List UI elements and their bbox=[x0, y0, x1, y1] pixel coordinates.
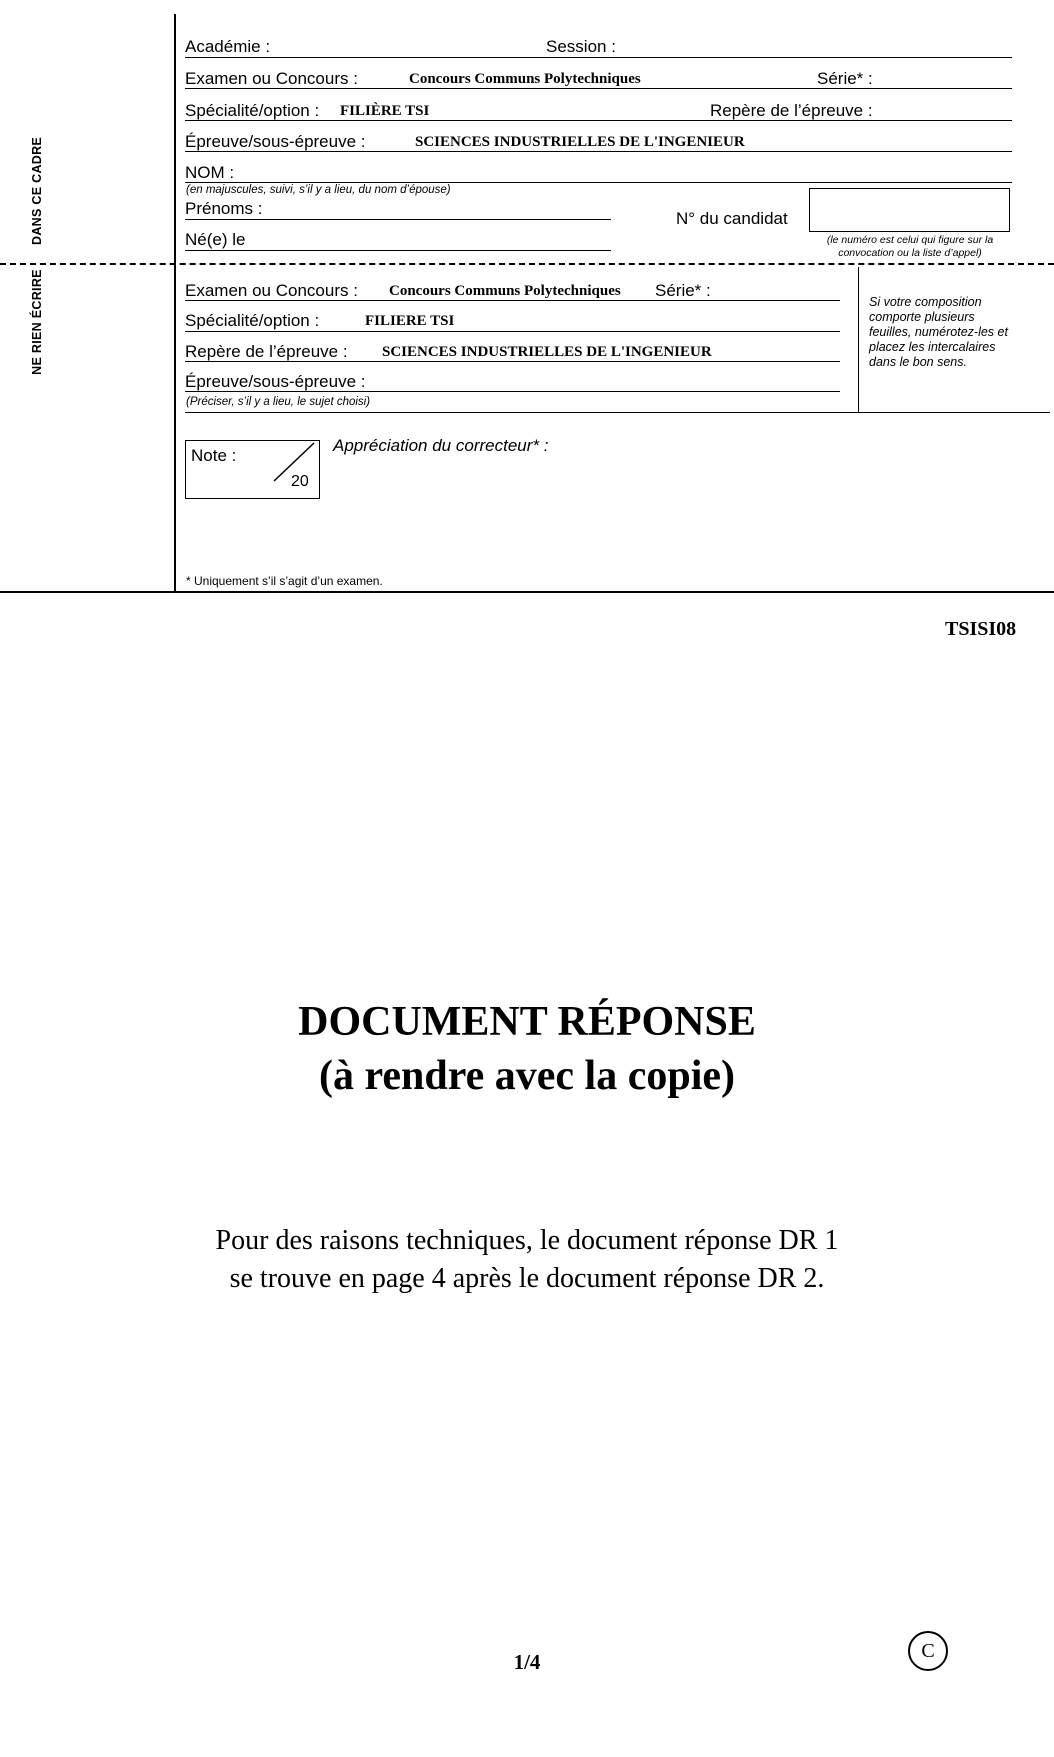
serie-label: Série* : bbox=[817, 69, 873, 88]
ne-label: Né(e) le bbox=[185, 230, 246, 249]
lower-repere-label: Repère de l’épreuve : bbox=[185, 342, 348, 361]
lower-section-bottom-line bbox=[185, 412, 1050, 413]
examen-line bbox=[185, 88, 1012, 89]
lower-serie-label: Série* : bbox=[655, 281, 711, 300]
copyright-icon: C bbox=[908, 1631, 948, 1671]
lower-epreuve-hint: (Préciser, s’il y a lieu, le sujet choisi) bbox=[186, 396, 371, 408]
prenoms-line bbox=[185, 219, 611, 220]
document-paragraph-line1: Pour des raisons techniques, le document réponse DR 1 bbox=[215, 1225, 839, 1256]
session-label: Session : bbox=[546, 37, 616, 56]
lower-specialite-value: FILIERE TSI bbox=[365, 313, 455, 329]
candidat-label: N° du candidat bbox=[676, 209, 788, 228]
ne-line bbox=[185, 250, 611, 251]
document-title-line2: (à rendre avec la copie) bbox=[318, 1053, 735, 1099]
document-title-line1: DOCUMENT RÉPONSE bbox=[298, 999, 756, 1045]
repere-label: Repère de l’épreuve : bbox=[710, 101, 873, 120]
lower-repere-line bbox=[185, 361, 840, 362]
epreuve-label: Épreuve/sous-épreuve : bbox=[185, 132, 366, 151]
candidat-hint: (le numéro est celui qui figure sur la convocation ou la liste d’appel) bbox=[826, 234, 994, 259]
lower-repere-value: SCIENCES INDUSTRIELLES DE L'INGENIEUR bbox=[382, 344, 712, 360]
side-note-divider bbox=[858, 267, 859, 412]
appreciation-label: Appréciation du correcteur* : bbox=[333, 436, 549, 455]
epreuve-value: SCIENCES INDUSTRIELLES DE L'INGENIEUR bbox=[415, 134, 745, 150]
specialite-line bbox=[185, 120, 1012, 121]
form-bottom-line bbox=[0, 591, 1054, 593]
note-box[interactable] bbox=[185, 440, 320, 499]
lower-examen-line bbox=[185, 300, 840, 301]
nom-hint: (en majuscules, suivi, s’il y a lieu, du nom d’épouse) bbox=[186, 184, 451, 196]
specialite-value: FILIÈRE TSI bbox=[340, 103, 430, 119]
side-note-text: Si votre composition comporte plusieurs feuilles, numérotez-les et placez les intercalaires dans le bon sens. bbox=[869, 295, 1008, 369]
form-left-border bbox=[174, 14, 176, 592]
nom-line bbox=[185, 182, 1012, 183]
nom-label: NOM : bbox=[185, 163, 235, 182]
cut-line bbox=[0, 263, 1054, 265]
lower-epreuve-label: Épreuve/sous-épreuve : bbox=[185, 372, 366, 391]
page-number: 1/4 bbox=[513, 1650, 541, 1674]
lower-specialite-label: Spécialité/option : bbox=[185, 311, 320, 330]
note-denominator: 20 bbox=[291, 473, 309, 490]
prenoms-label: Prénoms : bbox=[185, 199, 263, 218]
side-warning-bottom: NE RIEN ÉCRIRE bbox=[30, 269, 44, 375]
lower-examen-value: Concours Communs Polytechniques bbox=[389, 283, 621, 299]
examen-label: Examen ou Concours : bbox=[185, 69, 358, 88]
document-paragraph-line2: se trouve en page 4 après le document réponse DR 2. bbox=[229, 1263, 825, 1294]
examen-value: Concours Communs Polytechniques bbox=[409, 71, 641, 87]
note-label: Note : bbox=[191, 446, 237, 465]
lower-examen-label: Examen ou Concours : bbox=[185, 281, 358, 300]
academie-line bbox=[185, 57, 1012, 58]
specialite-label: Spécialité/option : bbox=[185, 101, 320, 120]
academie-label: Académie : bbox=[185, 37, 271, 56]
footnote: * Uniquement s’il s’agit d’un examen. bbox=[186, 574, 383, 588]
candidat-number-box[interactable] bbox=[809, 188, 1010, 232]
lower-epreuve-line bbox=[185, 391, 840, 392]
lower-specialite-line bbox=[185, 331, 840, 332]
side-warning-top: DANS CE CADRE bbox=[30, 136, 44, 245]
epreuve-line bbox=[185, 151, 1012, 152]
document-code: TSISI08 bbox=[945, 618, 1017, 640]
